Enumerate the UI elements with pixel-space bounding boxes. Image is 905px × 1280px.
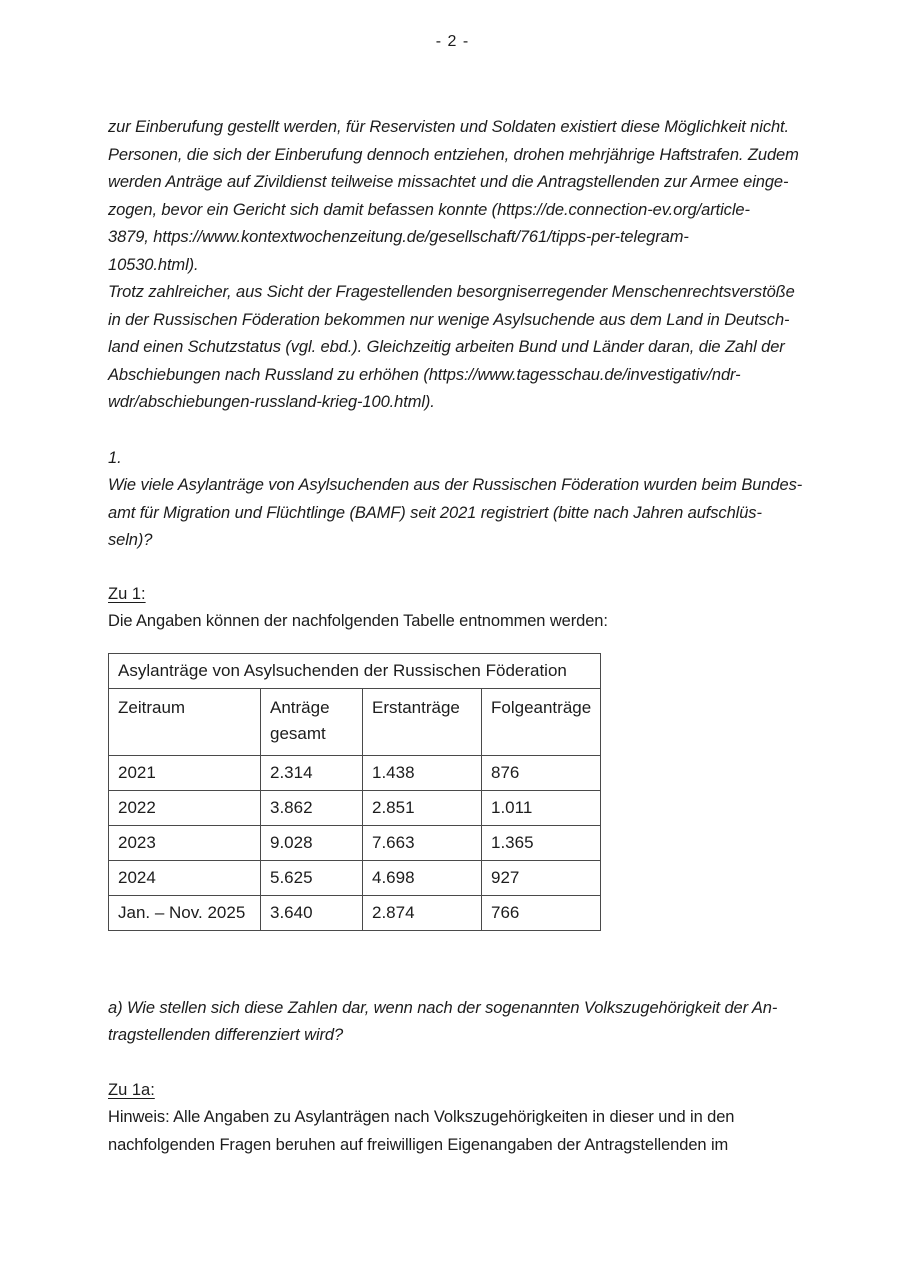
- text-line: a) Wie stellen sich diese Zahlen dar, wenn nach der sogenannten Volkszugehörigkeit der An-: [108, 998, 778, 1017]
- column-header: Erstanträge: [363, 688, 482, 755]
- table-title: Asylanträge von Asylsuchenden der Russischen Föderation: [109, 653, 601, 688]
- answer-1: [108, 581, 800, 636]
- text-line: wdr/abschiebungen-russland-krieg-100.html).: [108, 393, 435, 411]
- cell-folgeantraege: 927: [482, 860, 601, 895]
- table-body: [109, 755, 601, 930]
- cell-zeitraum: 2024: [109, 860, 261, 895]
- table-row: [109, 790, 601, 825]
- text-line: Trotz zahlreicher, aus Sicht der Fragestellenden besorgniserregender Menschenrechtsverstöße: [108, 283, 795, 301]
- question-1-number: 1.: [108, 448, 122, 467]
- cell-erstantraege: 2.874: [363, 895, 482, 930]
- cell-zeitraum: 2021: [109, 755, 261, 790]
- answer-1a-text: [108, 1104, 800, 1159]
- question-1a: [108, 995, 800, 1050]
- text-line: amt für Migration und Flüchtlinge (BAMF) seit 2021 registriert (bitte nach Jahren aufschlüs-: [108, 503, 762, 522]
- table-row: [109, 860, 601, 895]
- text-line: werden Anträge auf Zivildienst teilweise missachtet und die Antragstellenden zur Armee einge-: [108, 173, 789, 191]
- cell-zeitraum: Jan. – Nov. 2025: [109, 895, 261, 930]
- text-line: in der Russischen Föderation bekommen nur wenige Asylsuchende aus dem Land in Deutsch-: [108, 310, 790, 329]
- cell-erstantraege: 1.438: [363, 755, 482, 790]
- text-line: 3879, https://www.kontextwochenzeitung.de/gesellschaft/761/tipps-per-telegram-: [108, 228, 689, 246]
- asylum-applications-table: [108, 653, 601, 931]
- cell-erstantraege: 4.698: [363, 860, 482, 895]
- cell-erstantraege: 7.663: [363, 825, 482, 860]
- text-line: land einen Schutzstatus (vgl. ebd.). Gleichzeitig arbeiten Bund und Länder daran, die Zahl der: [108, 338, 785, 356]
- text-line: zogen, bevor ein Gericht sich damit befassen konnte (https://de.connection-ev.org/article-: [108, 200, 750, 219]
- column-header: Folgeanträge: [482, 688, 601, 755]
- cell-antraege-gesamt: 2.314: [261, 755, 363, 790]
- text-line: nachfolgenden Fragen beruhen auf freiwilligen Eigenangaben der Antragstellenden im: [108, 1135, 729, 1154]
- intro-paragraph: [108, 114, 800, 417]
- cell-erstantraege: 2.851: [363, 790, 482, 825]
- cell-zeitraum: 2022: [109, 790, 261, 825]
- text-line: 10530.html).: [108, 255, 199, 274]
- answer-1a: [108, 1077, 800, 1160]
- cell-folgeantraege: 1.365: [482, 825, 601, 860]
- page-number: - 2 -: [435, 33, 470, 50]
- text-line: Wie viele Asylanträge von Asylsuchenden aus der Russischen Föderation wurden beim Bundes-: [108, 476, 803, 494]
- text-line: tragstellenden differenziert wird?: [108, 1026, 344, 1044]
- table-title-row: [109, 653, 601, 688]
- column-header: Zeitraum: [109, 688, 261, 755]
- page-content: [108, 114, 803, 1159]
- answer-1-heading: Zu 1:: [108, 584, 146, 603]
- cell-antraege-gesamt: 5.625: [261, 860, 363, 895]
- column-header: Anträge gesamt: [261, 688, 363, 755]
- text-line: seln)?: [108, 531, 153, 549]
- cell-antraege-gesamt: 3.862: [261, 790, 363, 825]
- cell-folgeantraege: 766: [482, 895, 601, 930]
- text-line: Personen, die sich der Einberufung dennoch entziehen, drohen mehrjährige Haftstrafen. Zudem: [108, 145, 799, 164]
- text-line: Hinweis: Alle Angaben zu Asylanträgen nach Volkszugehörigkeiten in dieser und in den: [108, 1108, 735, 1126]
- text-line: Abschiebungen nach Russland zu erhöhen (https://www.tagesschau.de/investigativ/ndr-: [108, 365, 741, 384]
- table-header-row: [109, 688, 601, 755]
- cell-antraege-gesamt: 9.028: [261, 825, 363, 860]
- cell-folgeantraege: 876: [482, 755, 601, 790]
- table-row: [109, 825, 601, 860]
- text-line: zur Einberufung gestellt werden, für Reservisten und Soldaten existiert diese Möglichkeit nicht.: [108, 118, 790, 136]
- table-row: [109, 755, 601, 790]
- question-1-text: [108, 472, 803, 555]
- cell-folgeantraege: 1.011: [482, 790, 601, 825]
- cell-antraege-gesamt: 3.640: [261, 895, 363, 930]
- cell-zeitraum: 2023: [109, 825, 261, 860]
- table-row: [109, 895, 601, 930]
- answer-1a-heading: Zu 1a:: [108, 1080, 155, 1099]
- question-1: [108, 445, 803, 555]
- answer-1-intro: Die Angaben können der nachfolgenden Tabelle entnommen werden:: [108, 612, 608, 630]
